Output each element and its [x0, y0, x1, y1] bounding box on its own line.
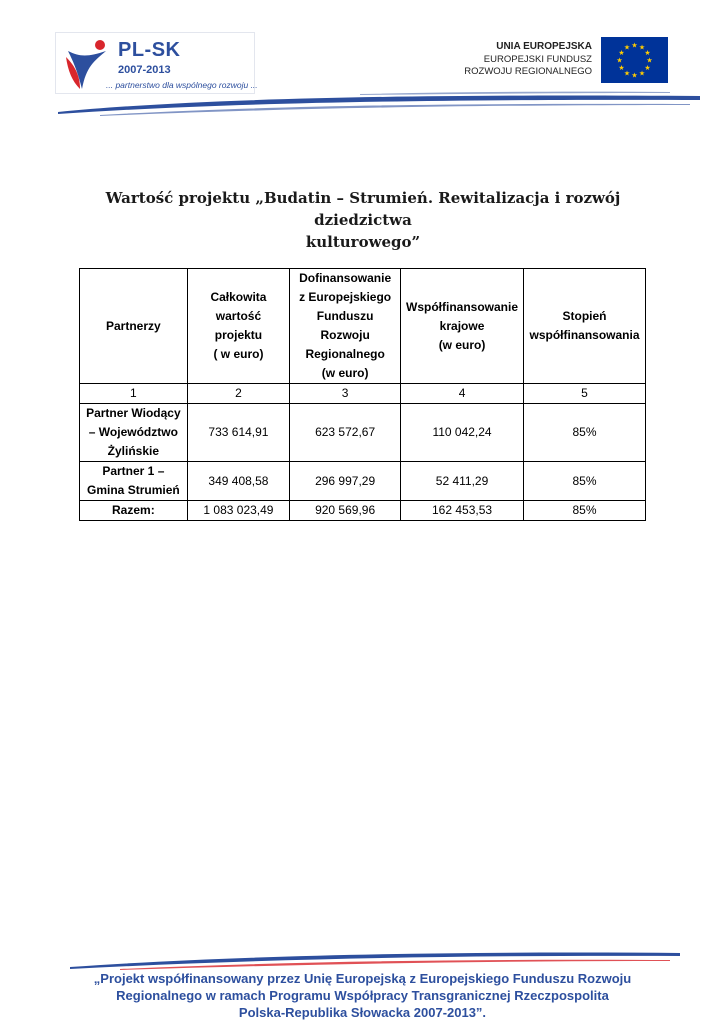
header-rate-line: współfinansowania — [529, 328, 640, 342]
svg-text:★: ★ — [631, 41, 638, 50]
header-rate-line: Stopień — [562, 309, 607, 323]
partner-name-line: Partner Wiodący — [86, 406, 181, 420]
header-national-line: krajowe — [439, 318, 485, 333]
footer-line2: Regionalnego w ramach Programu Współpracy Transgranicznej Rzeczpospolita — [116, 988, 609, 1003]
national-cell: 162 453,53 — [401, 501, 524, 521]
table-total-row — [80, 501, 646, 521]
header-cofinancing-rate — [524, 269, 646, 384]
header-erdf-line: (w euro) — [321, 366, 369, 380]
header-national-line: Współfinansowanie — [406, 299, 519, 314]
header-erdf-cofinancing — [290, 269, 401, 384]
header-erdf-line: z Europejskiego — [299, 290, 392, 304]
svg-text:★: ★ — [618, 64, 625, 72]
svg-text:★: ★ — [638, 43, 646, 52]
total-label-cell — [80, 501, 188, 521]
svg-text:★: ★ — [644, 49, 651, 57]
table-row — [80, 404, 646, 462]
program-years: 2007-2013 — [118, 64, 171, 76]
erdf-cell: 623 572,67 — [290, 404, 401, 462]
eu-logo-line3: ROZWOJU REGIONALNEGO — [464, 66, 592, 77]
column-number: 1 — [80, 384, 188, 404]
svg-text:★: ★ — [631, 71, 638, 80]
header-partners-line: Partnerzy — [106, 318, 161, 333]
rate-cell: 85% — [524, 404, 646, 462]
eu-logo-line2: EUROPEJSKI FUNDUSZ — [483, 53, 592, 65]
svg-text:★: ★ — [616, 56, 623, 65]
svg-text:★: ★ — [638, 69, 646, 78]
svg-text:★: ★ — [644, 64, 651, 72]
document-title-line2: kulturowego” — [305, 233, 421, 251]
document-title-line1: Wartość projektu „Budatin – Strumień. Rewitalizacja i rozwój dziedzictwa — [105, 189, 621, 229]
svg-text:★: ★ — [646, 56, 653, 65]
column-number-row — [80, 384, 646, 404]
rate-cell: 85% — [524, 462, 646, 501]
footer-cofinancing-note — [40, 970, 685, 1021]
svg-text:★: ★ — [623, 43, 631, 52]
column-number: 4 — [401, 384, 524, 404]
total-value-cell: 349 408,58 — [187, 462, 289, 501]
header-swoosh-divider — [0, 82, 725, 118]
header-national-cofinancing — [401, 269, 524, 384]
header-partners — [80, 269, 188, 384]
total-value-cell: 1 083 023,49 — [187, 501, 289, 521]
footer-line1: „Projekt współfinansowany przez Unię Europejską z Europejskiego Funduszu Rozwoju — [93, 971, 632, 986]
partner-cell — [80, 462, 188, 501]
column-number: 2 — [187, 384, 289, 404]
national-cell: 110 042,24 — [401, 404, 524, 462]
partner-name-line: Żylińskie — [107, 444, 160, 458]
header-erdf-line: Dofinansowanie — [299, 271, 392, 285]
footer-line3: Polska-Republika Słowacka 2007-2013”. — [238, 1005, 487, 1020]
header-erdf-line: Rozwoju — [320, 328, 370, 342]
header-national-line: (w euro) — [438, 337, 486, 352]
svg-text:★: ★ — [623, 69, 631, 78]
document-title — [80, 187, 646, 253]
svg-text:★: ★ — [618, 49, 625, 57]
header-erdf-line: Regionalnego — [305, 347, 385, 361]
header-erdf-line: Funduszu — [316, 309, 374, 323]
erdf-cell: 296 997,29 — [290, 462, 401, 501]
eu-logo-line1: UNIA EUROPEJSKA — [496, 41, 592, 52]
header-total-line: Całkowita — [210, 290, 267, 304]
national-cell: 52 411,29 — [401, 462, 524, 501]
footer-swoosh-divider — [0, 945, 725, 971]
erdf-cell: 920 569,96 — [290, 501, 401, 521]
table-row — [80, 462, 646, 501]
total-label: Razem: — [112, 503, 155, 517]
eu-logo-text — [462, 41, 592, 79]
column-number: 5 — [524, 384, 646, 404]
partner-cell — [80, 404, 188, 462]
partner-name-line: – Województwo — [88, 425, 178, 439]
program-name: PL-SK — [118, 39, 181, 61]
header-total-line: ( w euro) — [213, 347, 264, 361]
eu-flag-icon — [601, 37, 668, 83]
partner-name-line: Partner 1 – — [102, 464, 165, 478]
header-total-value — [187, 269, 289, 384]
table-header-row — [80, 269, 646, 384]
partner-name-line: Gmina Strumień — [87, 483, 180, 497]
column-number: 3 — [290, 384, 401, 404]
project-value-table — [79, 268, 646, 521]
rate-cell: 85% — [524, 501, 646, 521]
header-total-line: projektu — [214, 328, 263, 342]
header-total-line: wartość — [215, 309, 262, 323]
program-tagline: ... partnerstwo dla wspólnego rozwoju ... — [106, 80, 258, 90]
total-value-cell: 733 614,91 — [187, 404, 289, 462]
